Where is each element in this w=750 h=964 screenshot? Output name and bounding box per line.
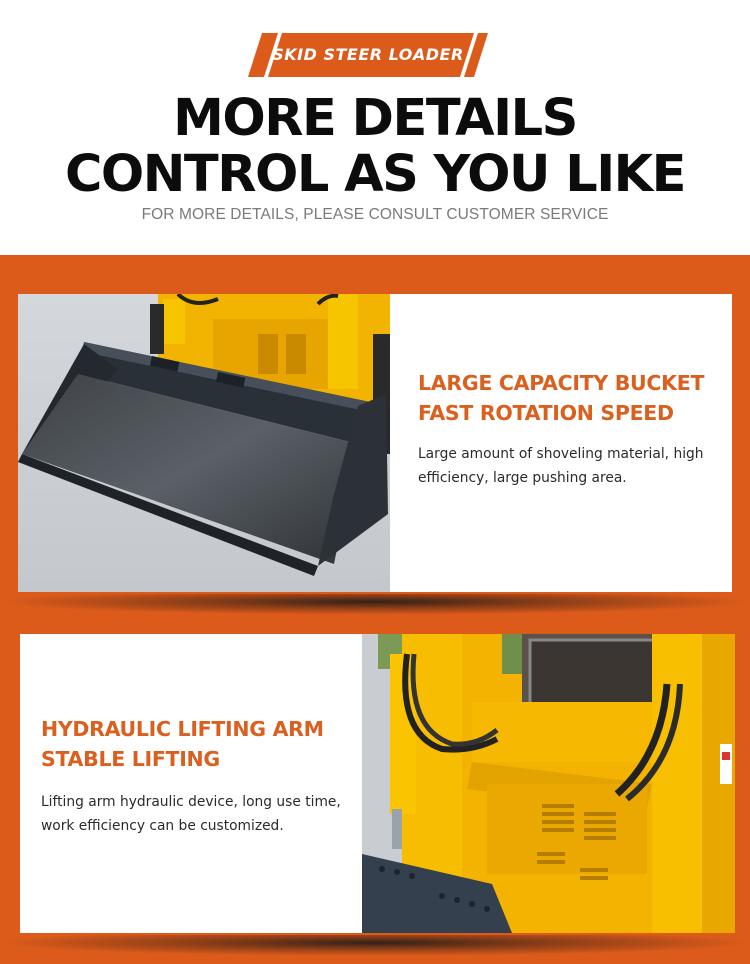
- feature-desc-line2: work efficiency can be customized.: [41, 818, 284, 834]
- header-section: [0, 0, 750, 255]
- page-title-line2: CONTROL AS YOU LIKE: [64, 145, 686, 204]
- category-badge: [248, 33, 488, 77]
- feature-desc-line1: Lifting arm hydraulic device, long use time,: [41, 794, 341, 810]
- feature-text-bucket: [418, 368, 728, 490]
- feature-title-line1: LARGE CAPACITY BUCKET: [418, 371, 705, 395]
- feature-description: [41, 790, 361, 838]
- feature-title-line1: HYDRAULIC LIFTING ARM: [41, 717, 324, 741]
- loader-bucket-photo: [18, 294, 390, 592]
- feature-card-hydraulic-arm: [20, 634, 735, 933]
- feature-desc-line2: efficiency, large pushing area.: [418, 470, 627, 486]
- feature-desc-line1: Large amount of shoveling material, high: [418, 446, 704, 462]
- badge-label: SKID STEER LOADER: [272, 45, 464, 64]
- hydraulic-arm-photo: [362, 634, 735, 933]
- feature-card-bucket: [18, 294, 732, 592]
- page-subtitle: FOR MORE DETAILS, PLEASE CONSULT CUSTOMER SERVICE: [141, 206, 609, 223]
- page-title-line1: MORE DETAILS: [173, 89, 577, 148]
- card-shadow: [0, 594, 750, 620]
- card-shadow: [0, 935, 750, 961]
- feature-text-hydraulic-arm: [41, 714, 361, 838]
- feature-description: [418, 442, 728, 490]
- feature-title-line2: FAST ROTATION SPEED: [418, 401, 674, 425]
- feature-title-line2: STABLE LIFTING: [41, 747, 220, 771]
